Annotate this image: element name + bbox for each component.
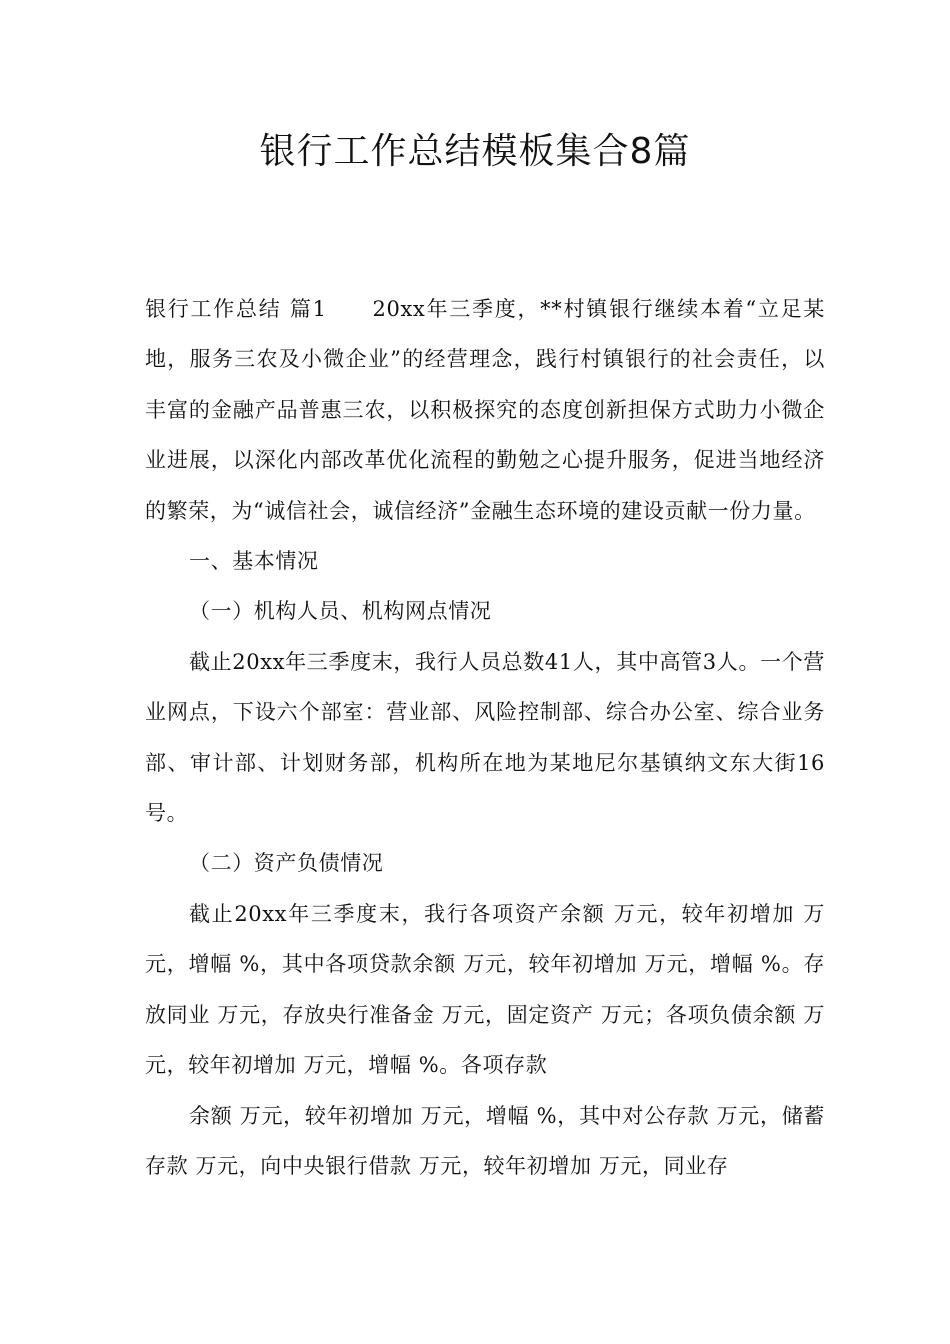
- heading-assets-liabilities: （二）资产负债情况: [189, 851, 384, 876]
- paragraph-assets: 截止20xx年三季度末，我行各项资产余额 万元，较年初增加 万元，增幅 %，其中各项贷款余额 万元，较年初增加 万元，增幅 %。存放同业 万元，存放央行准备金 万元，固定资产 万元；各项负债余额 万元，较年初增加 万元，增幅 %。各项存款: [145, 901, 825, 1078]
- paragraph-deposits: 余额 万元，较年初增加 万元，增幅 %，其中对公存款 万元，储蓄存款 万元，向中央银行借款 万元，较年初增加 万元，同业存: [145, 1103, 825, 1178]
- heading-staff-branches: （一）机构人员、机构网点情况: [189, 599, 492, 624]
- intro-text: 20xx年三季度，**村镇银行继续本着“立足某地，服务三农及小微企业”的经营理念，践行村镇银行的社会责任，以丰富的金融产品普惠三农，以积极探究的态度创新担保方式助力小微企业进展，以深化内部改革优化流程的勤勉之心提升服务，促进当地经济的繁荣，为“诚信社会，诚信经济”金融生态环境的建设贡献一份力量。: [145, 297, 825, 523]
- section-heading: 银行工作总结 篇1: [145, 297, 327, 321]
- paragraph-staff: 截止20xx年三季度末，我行人员总数41人，其中高管3人。一个营业网点，下设六个部室：营业部、风险控制部、综合办公室、综合业务部、审计部、计划财务部，机构所在地为某地尼尔基镇纳文东大街16号。: [145, 649, 825, 826]
- heading-basic-situation: 一、基本情况: [189, 549, 319, 574]
- document-body: [145, 284, 825, 1191]
- document-title: 银行工作总结模板集合8篇: [259, 131, 691, 172]
- intro-paragraph: [145, 284, 825, 536]
